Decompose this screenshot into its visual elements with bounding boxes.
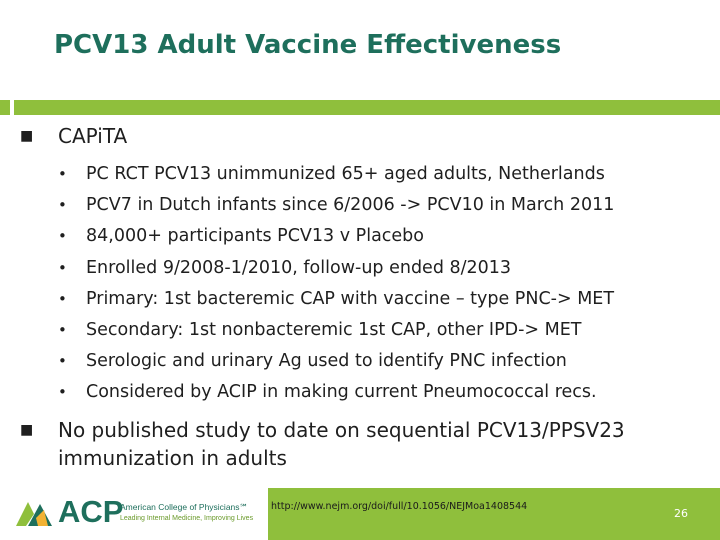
bullet-sequential-line2: immunization in adults [58,446,287,470]
list-item: • Enrolled 9/2008-1/2010, follow-up ended 8/2013 [58,258,512,278]
acp-logo-text: ACP [58,494,124,529]
acp-logo-icon [14,498,54,528]
list-item: • Serologic and urinary Ag used to identify PNC infection [58,351,567,371]
page-number: 26 [674,507,688,520]
bullet-sequential-line1: No published study to date on sequential PCV13/PPSV23 [58,418,625,442]
acp-logo-tagline: American College of Physicians℠ [120,502,249,512]
bullet-capita: CAPiTA [58,124,128,148]
list-item: • Primary: 1st bacteremic CAP with vaccine – type PNC-> MET [58,289,615,309]
round-bullet-icon: • [58,290,67,308]
round-bullet-icon: • [58,259,67,277]
reference-link[interactable]: http://www.nejm.org/doi/full/10.1056/NEJMoa1408544 [271,501,528,512]
round-bullet-icon: • [58,196,67,214]
round-bullet-icon: • [58,165,67,183]
title-accent-bar [0,100,720,115]
list-item: • Considered by ACIP in making current Pneumococcal recs. [58,382,597,402]
slide-title: PCV13 Adult Vaccine Effectiveness [54,30,562,60]
list-item: • PC RCT PCV13 unimmunized 65+ aged adults, Netherlands [58,164,605,184]
round-bullet-icon: • [58,383,67,401]
round-bullet-icon: • [58,227,67,245]
square-bullet-icon: ■ [20,128,34,144]
acp-logo-subtagline: Leading Internal Medicine, Improving Lives [120,515,254,522]
list-item: • 84,000+ participants PCV13 v Placebo [58,226,424,246]
list-item: • PCV7 in Dutch infants since 6/2006 -> PCV10 in March 2011 [58,195,615,215]
title-bar-notch [10,100,14,115]
square-bullet-icon: ■ [20,422,34,438]
list-item: • Secondary: 1st nonbacteremic 1st CAP, other IPD-> MET [58,320,582,340]
round-bullet-icon: • [58,321,67,339]
round-bullet-icon: • [58,352,67,370]
